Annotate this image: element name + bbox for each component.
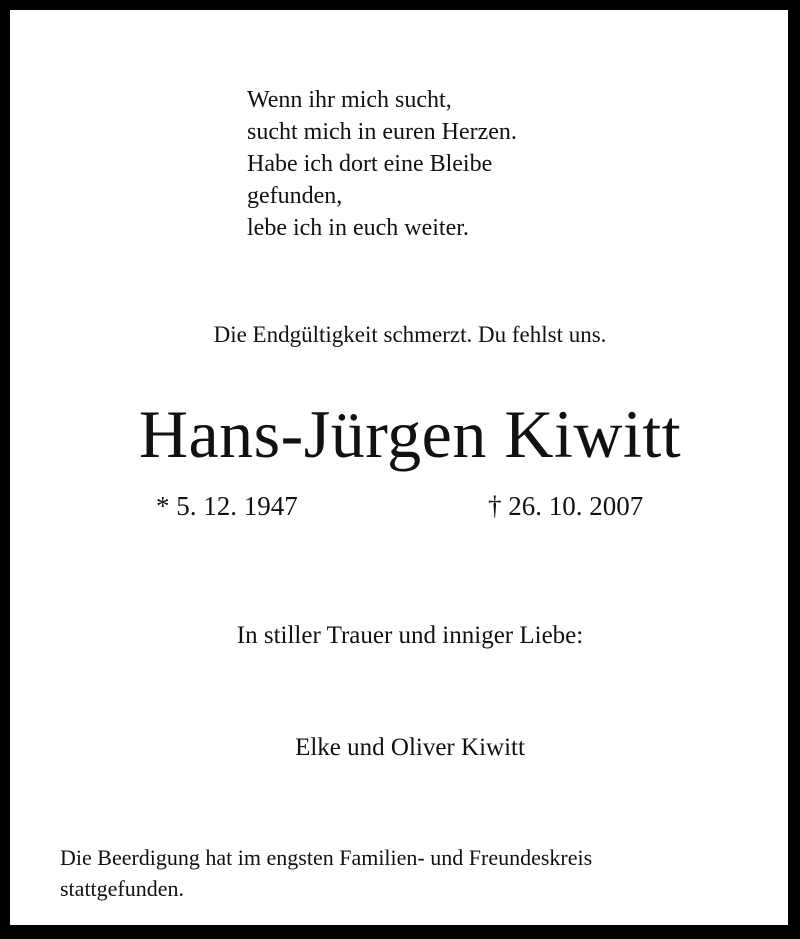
- birth-date: * 5. 12. 1947: [156, 491, 298, 521]
- death-date: † 26. 10. 2007: [488, 491, 644, 521]
- poem-line: Habe ich dort eine Bleibe: [247, 151, 493, 177]
- poem: [247, 84, 517, 244]
- funeral-line: Die Beerdigung hat im engsten Familien- und Freundeskreis: [60, 845, 593, 870]
- poem-line: lebe ich in euch weiter.: [247, 215, 469, 241]
- funeral-notice: [60, 842, 592, 904]
- mourning-line: In stiller Trauer und inniger Liebe:: [236, 622, 584, 649]
- poem-line: sucht mich in euren Herzen.: [247, 119, 517, 145]
- deceased-name: Hans-Jürgen Kiwitt: [138, 396, 682, 472]
- poem-line: gefunden,: [247, 183, 343, 209]
- poem-line: Wenn ihr mich sucht,: [247, 87, 452, 113]
- subline: Die Endgültigkeit schmerzt. Du fehlst uns.: [213, 322, 607, 347]
- funeral-line: stattgefunden.: [60, 876, 185, 901]
- family-names: Elke und Oliver Kiwitt: [295, 734, 525, 761]
